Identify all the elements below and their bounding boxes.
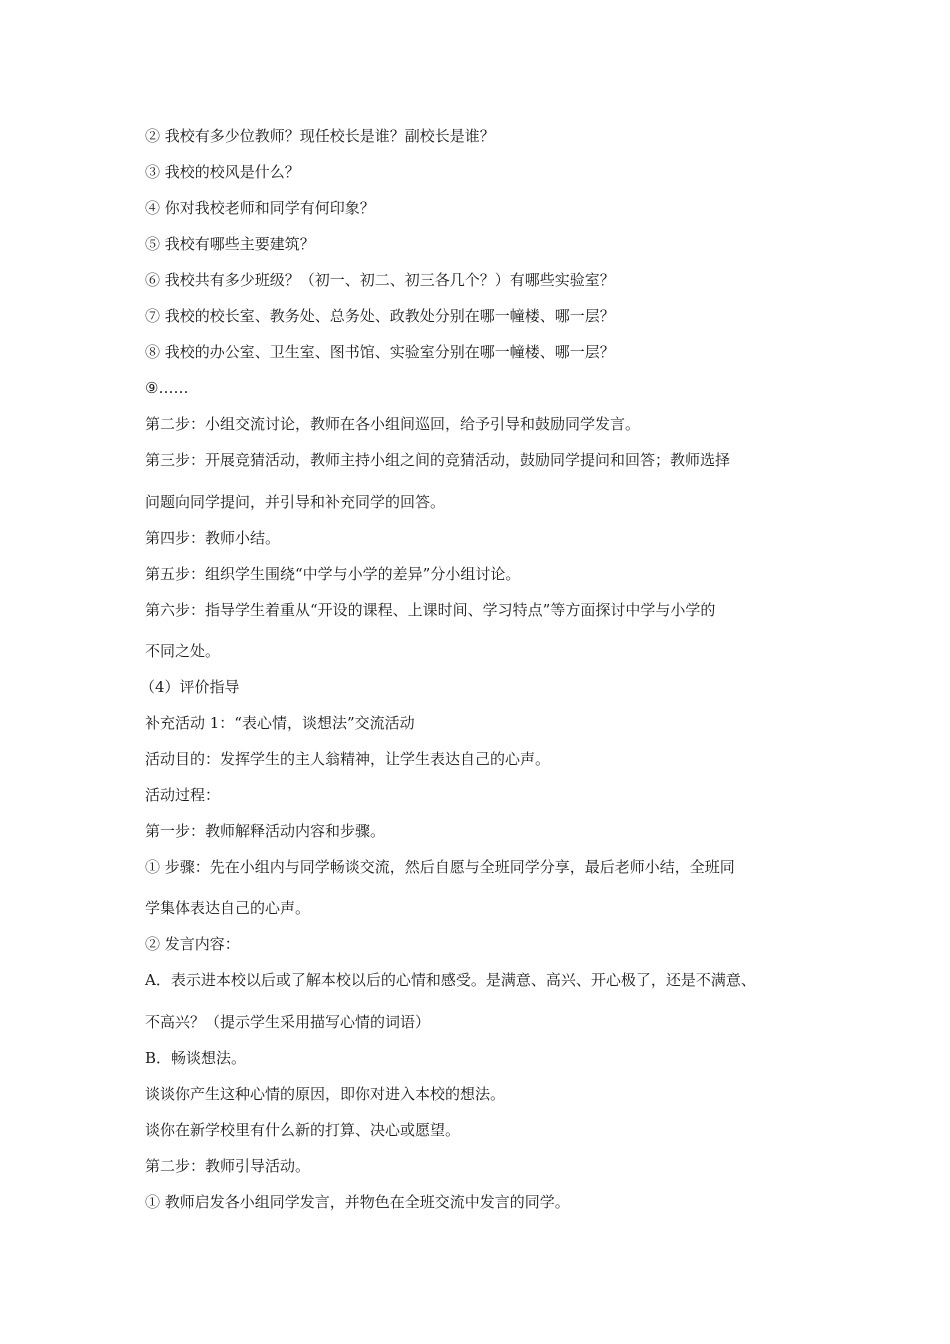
question-2: ② 我校有多少位教师？现任校长是谁？副校长是谁？	[145, 127, 495, 145]
step-2-paragraph: 第二步：小组交流讨论，教师在各小组间巡回，给予引导和鼓励同学发言。	[145, 415, 641, 433]
question-5: ⑤ 我校有哪些主要建筑？	[145, 235, 315, 253]
activity-process-label: 活动过程：	[145, 786, 221, 804]
question-3: ③ 我校的校风是什么？	[145, 163, 300, 181]
step-6-continuation: 不同之处。	[145, 642, 221, 660]
activity-goal: 活动目的：发挥学生的主人翁精神，让学生表达自己的心声。	[145, 750, 551, 768]
step-3-paragraph: 第三步：开展竞猜活动，教师主持小组之间的竞猜活动，鼓励同学提问和回答；教师选择	[145, 451, 731, 469]
step-4-paragraph: 第四步：教师小结。	[145, 529, 281, 547]
step-1-detail: ① 步骤：先在小组内与同学畅谈交流，然后自愿与全班同学分享，最后老师小结，全班同	[145, 858, 735, 876]
step-2-detail: ① 教师启发各小组同学发言，并物色在全班交流中发言的同学。	[145, 1193, 570, 1211]
step-1-detail-continuation: 学集体表达自己的心声。	[145, 899, 311, 917]
question-9: ⑨……	[145, 379, 189, 397]
question-8: ⑧ 我校的办公室、卫生室、图书馆、实验室分别在哪一幢楼、哪一层？	[145, 343, 615, 361]
supplement-activity-title: 补充活动 1：“表心情，谈想法”交流活动	[145, 714, 415, 732]
question-4: ④ 你对我校老师和同学有何印象？	[145, 199, 375, 217]
speech-item-a-continuation: 不高兴？（提示学生采用描写心情的词语）	[145, 1013, 431, 1031]
speech-item-b-detail-1: 谈谈你产生这种心情的原因，即你对进入本校的想法。	[145, 1085, 506, 1103]
speech-item-b: B．畅谈想法。	[145, 1049, 247, 1067]
step-6-paragraph: 第六步：指导学生着重从“开设的课程、上课时间、学习特点”等方面探讨中学与小学的	[145, 601, 716, 619]
question-6: ⑥ 我校共有多少班级？（初一、初二、初三各几个？）有哪些实验室？	[145, 271, 615, 289]
question-7: ⑦ 我校的校长室、教务处、总务处、政教处分别在哪一幢楼、哪一层？	[145, 307, 615, 325]
speech-content-label: ② 发言内容：	[145, 935, 240, 953]
speech-item-a: A．表示进本校以后或了解本校以后的心情和感受。是满意、高兴、开心极了，还是不满意、	[145, 971, 756, 989]
activity-step-2: 第二步：教师引导活动。	[145, 1157, 311, 1175]
section-heading-evaluation: （4）评价指导	[140, 678, 240, 696]
speech-item-b-detail-2: 谈你在新学校里有什么新的打算、决心或愿望。	[145, 1121, 461, 1139]
step-5-paragraph: 第五步：组织学生围绕“中学与小学的差异”分小组讨论。	[145, 565, 521, 583]
activity-step-1: 第一步：教师解释活动内容和步骤。	[145, 822, 386, 840]
step-3-continuation: 问题向同学提问，并引导和补充同学的回答。	[145, 493, 446, 511]
